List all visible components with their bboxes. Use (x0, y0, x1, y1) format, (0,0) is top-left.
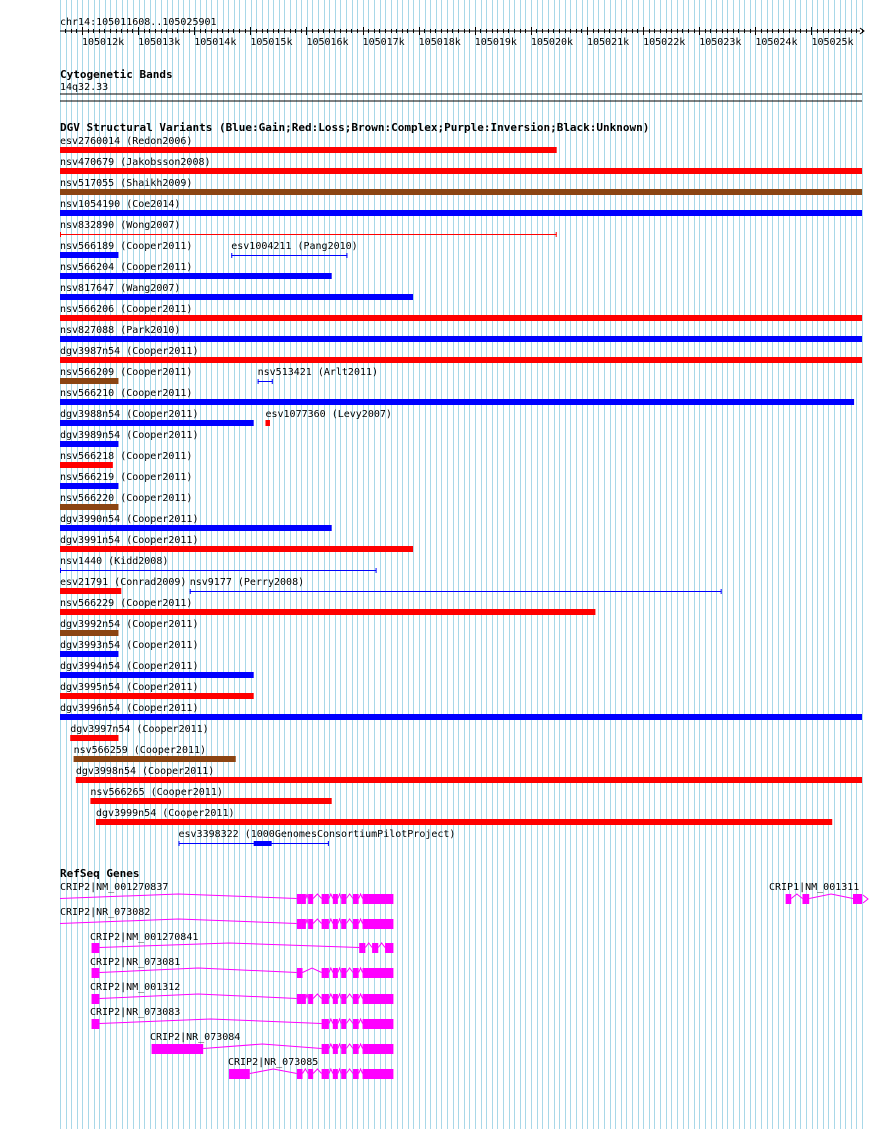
transcript-exon (341, 1019, 346, 1029)
transcript-exon (297, 894, 306, 904)
transcript-intron (359, 1019, 363, 1024)
variant-label: nsv566204 (Cooper2011) (60, 262, 193, 273)
transcript-exon (363, 894, 394, 904)
ruler-tick-label: 105014k (194, 37, 237, 48)
transcript-exon (353, 894, 359, 904)
transcript-exon (353, 1019, 359, 1029)
variant-bar (60, 315, 862, 321)
variant-bar (60, 336, 862, 342)
transcript-exon (353, 919, 359, 929)
transcript-exon (353, 968, 359, 978)
cytoband-track (60, 68, 862, 101)
transcript-intron (359, 1044, 363, 1049)
transcript-exon (92, 1019, 100, 1029)
variant-bar (60, 147, 557, 153)
transcript-exon (92, 943, 100, 953)
ruler-tick-label: 105021k (586, 37, 630, 48)
variant-bar (60, 504, 118, 510)
dgv-features (60, 136, 862, 846)
variant-label: nsv566220 (Cooper2011) (60, 493, 193, 504)
variant-bar (60, 252, 118, 258)
variant-label: nsv832890 (Wong2007) (60, 220, 181, 231)
variant-label: dgv3995n54 (Cooper2011) (60, 682, 199, 693)
transcript-exon (353, 994, 359, 1004)
strand-arrow-icon (863, 895, 868, 903)
transcript-exon (308, 994, 313, 1004)
transcript-exon (341, 994, 346, 1004)
variant-bar (60, 357, 862, 363)
transcript-exon (341, 968, 346, 978)
variant-label: nsv566206 (Cooper2011) (60, 304, 193, 315)
transcript-exon (786, 894, 792, 904)
transcript-intron (359, 968, 363, 973)
variant-label: dgv3992n54 (Cooper2011) (60, 619, 199, 630)
variant-bar (60, 588, 121, 594)
variant-label: dgv3998n54 (Cooper2011) (75, 766, 215, 777)
ruler-tick-label: 105025k (811, 37, 854, 48)
transcript-label: CRIP2|NR_073081 (90, 957, 181, 968)
transcript-exon (363, 994, 394, 1004)
variant-label: esv1077360 (Levy2007) (265, 409, 392, 420)
ruler-track (60, 17, 864, 48)
ruler-tick-label: 105020k (530, 37, 574, 48)
ruler-tick-label: 105015k (250, 37, 293, 48)
transcript-exon (333, 1069, 338, 1079)
ruler-tick-label: 105022k (643, 37, 686, 48)
transcript-exon (297, 919, 306, 929)
variant-label: nsv513421 (Arlt2011) (257, 367, 379, 378)
variant-label: nsv566265 (Cooper2011) (90, 787, 223, 798)
transcript-intron (359, 894, 363, 899)
transcript-exon (341, 1069, 346, 1079)
transcript-label: CRIP2|NR_073083 (90, 1007, 181, 1018)
variant-bar (60, 210, 862, 216)
variant-bar (60, 189, 862, 195)
transcript-exon (853, 894, 862, 904)
transcript-exon (322, 919, 329, 929)
transcript-label: CRIP1|NM_001311 (769, 882, 860, 893)
transcript-intron (378, 943, 385, 948)
transcript-exon (341, 894, 346, 904)
variant-bar (60, 630, 118, 636)
transcript-exon (297, 994, 306, 1004)
variant-bar (265, 420, 269, 426)
transcript-exon (322, 894, 329, 904)
ruler-tick-label: 105016k (306, 37, 349, 48)
variant-label: dgv3996n54 (Cooper2011) (60, 703, 199, 714)
transcript-exon (363, 1044, 394, 1054)
transcript-exon (363, 919, 394, 929)
variant-bar (60, 483, 118, 489)
variant-label: nsv566210 (Cooper2011) (60, 388, 193, 399)
ruler-tick-label: 105017k (362, 37, 405, 48)
cytoband-label: 14q32.33 (60, 82, 109, 93)
transcript-intron (313, 994, 321, 999)
transcript-exon (333, 1019, 338, 1029)
variant-bar (60, 546, 413, 552)
variant-label: nsv1054190 (Coe2014) (60, 199, 181, 210)
variant-bar (70, 735, 118, 741)
variant-bar (60, 441, 118, 447)
transcript-exon (308, 1069, 313, 1079)
refseq-track-title: RefSeq Genes (60, 867, 140, 880)
variant-bar (60, 462, 113, 468)
variant-bar (60, 672, 254, 678)
variant-label: esv3398322 (1000GenomesConsortiumPilotProject) (178, 829, 456, 840)
transcript-exon (297, 968, 303, 978)
transcript-exon (322, 968, 329, 978)
variant-bar (60, 168, 862, 174)
transcript-label: CRIP2|NM_001270841 (90, 932, 199, 943)
dgv-track-title: DGV Structural Variants (Blue:Gain;Red:Loss;Brown:Complex;Purple:Inversion;Black:Unknown) (60, 121, 650, 134)
transcript-intron (99, 968, 297, 973)
transcript-exon (333, 1044, 338, 1054)
transcript-exon (322, 994, 329, 1004)
transcript-exon (333, 994, 338, 1004)
transcript-exon (363, 968, 394, 978)
transcript-intron (313, 894, 321, 899)
variant-bar (60, 399, 854, 405)
transcript-exon (308, 919, 313, 929)
variant-label: dgv3989n54 (Cooper2011) (60, 430, 199, 441)
ruler-tick-label: 105013k (138, 37, 181, 48)
variant-bar (60, 378, 118, 384)
variant-bar (60, 294, 413, 300)
ruler-tick-label: 105018k (418, 37, 461, 48)
ruler-tick-label: 105012k (81, 37, 125, 48)
variant-label: dgv3994n54 (Cooper2011) (60, 661, 199, 672)
ruler-tick-label: 105019k (474, 37, 517, 48)
transcript-exon (353, 1069, 359, 1079)
transcript-exon (353, 1044, 359, 1054)
transcript-exon (802, 894, 809, 904)
variant-label: esv2760014 (Redon2006) (60, 136, 193, 147)
transcript-exon (385, 943, 393, 953)
ruler-tick-label: 105024k (755, 37, 798, 48)
transcript-label: CRIP2|NM_001312 (90, 982, 181, 993)
variant-label: dgv3990n54 (Cooper2011) (60, 514, 199, 525)
variant-label: dgv3999n54 (Cooper2011) (96, 808, 235, 819)
variant-label: dgv3988n54 (Cooper2011) (60, 409, 199, 420)
transcript-intron (313, 1069, 321, 1074)
variant-label: esv1004211 (Pang2010) (231, 241, 358, 252)
transcript-label: CRIP2|NM_001270837 (60, 882, 169, 893)
transcript-exon (341, 1044, 346, 1054)
variant-bar (60, 714, 862, 720)
transcript-exon (308, 894, 313, 904)
transcript-intron (359, 919, 363, 924)
transcript-exon (297, 1069, 303, 1079)
transcript-exon (363, 1019, 394, 1029)
variant-label: nsv566218 (Cooper2011) (60, 451, 193, 462)
variant-bar (60, 651, 118, 657)
variant-bar (60, 693, 254, 699)
variant-label: nsv566209 (Cooper2011) (60, 367, 193, 378)
variant-label: esv21791 (Conrad2009) (60, 577, 187, 588)
variant-label: dgv3991n54 (Cooper2011) (60, 535, 199, 546)
variant-label: nsv9177 (Perry2008) (189, 577, 305, 588)
transcript-intron (359, 994, 363, 999)
transcript-label: CRIP2|NR_073084 (150, 1032, 241, 1043)
variant-label: nsv470679 (Jakobsson2008) (60, 157, 211, 168)
variant-label: dgv3993n54 (Cooper2011) (60, 640, 199, 651)
variant-bar (60, 273, 332, 279)
transcript-intron (99, 1019, 321, 1024)
variant-label: dgv3987n54 (Cooper2011) (60, 346, 199, 357)
variant-bar (60, 525, 332, 531)
transcript-intron (99, 943, 359, 948)
variant-block (254, 841, 272, 846)
variant-label: nsv1440 (Kidd2008) (60, 556, 169, 567)
transcript-label: CRIP2|NR_073082 (60, 907, 151, 918)
variant-label: dgv3997n54 (Cooper2011) (70, 724, 209, 735)
cytoband-track-title: Cytogenetic Bands (60, 68, 173, 81)
variant-label: nsv817647 (Wang2007) (60, 283, 181, 294)
variant-label: nsv566229 (Cooper2011) (60, 598, 193, 609)
transcript-exon (92, 968, 100, 978)
transcript-exon (322, 1069, 329, 1079)
variant-bar (74, 756, 236, 762)
variant-label: nsv517055 (Shaikh2009) (60, 178, 193, 189)
variant-bar (90, 798, 331, 804)
transcript-intron (99, 994, 297, 999)
variant-label: nsv827088 (Park2010) (60, 325, 181, 336)
transcript-exon (322, 1019, 329, 1029)
transcript-exon (333, 968, 338, 978)
variant-label: nsv566259 (Cooper2011) (73, 745, 207, 756)
transcript-intron (359, 1069, 363, 1074)
transcript-exon (322, 1044, 329, 1054)
variant-label: nsv566219 (Cooper2011) (60, 472, 193, 483)
variant-bar (60, 420, 254, 426)
transcript-exon (333, 894, 338, 904)
transcript-exon (152, 1044, 204, 1054)
transcript-label: CRIP2|NR_073085 (228, 1057, 319, 1068)
transcript-intron (809, 894, 853, 899)
transcript-exon (92, 994, 100, 1004)
variant-label: nsv566189 (Cooper2011) (60, 241, 193, 252)
transcript-intron (313, 919, 321, 924)
variant-bar (96, 819, 832, 825)
transcript-exon (341, 919, 346, 929)
transcript-exon (363, 1069, 394, 1079)
transcript-exon (372, 943, 378, 953)
transcript-exon (333, 919, 338, 929)
region-label: chr14:105011608..105025901 (60, 17, 217, 28)
variant-bar (60, 609, 595, 615)
ruler-tick-label: 105023k (699, 37, 742, 48)
variant-bar (76, 777, 862, 783)
transcript-exon (359, 943, 365, 953)
dgv-track (60, 121, 862, 846)
transcript-exon (229, 1069, 250, 1079)
